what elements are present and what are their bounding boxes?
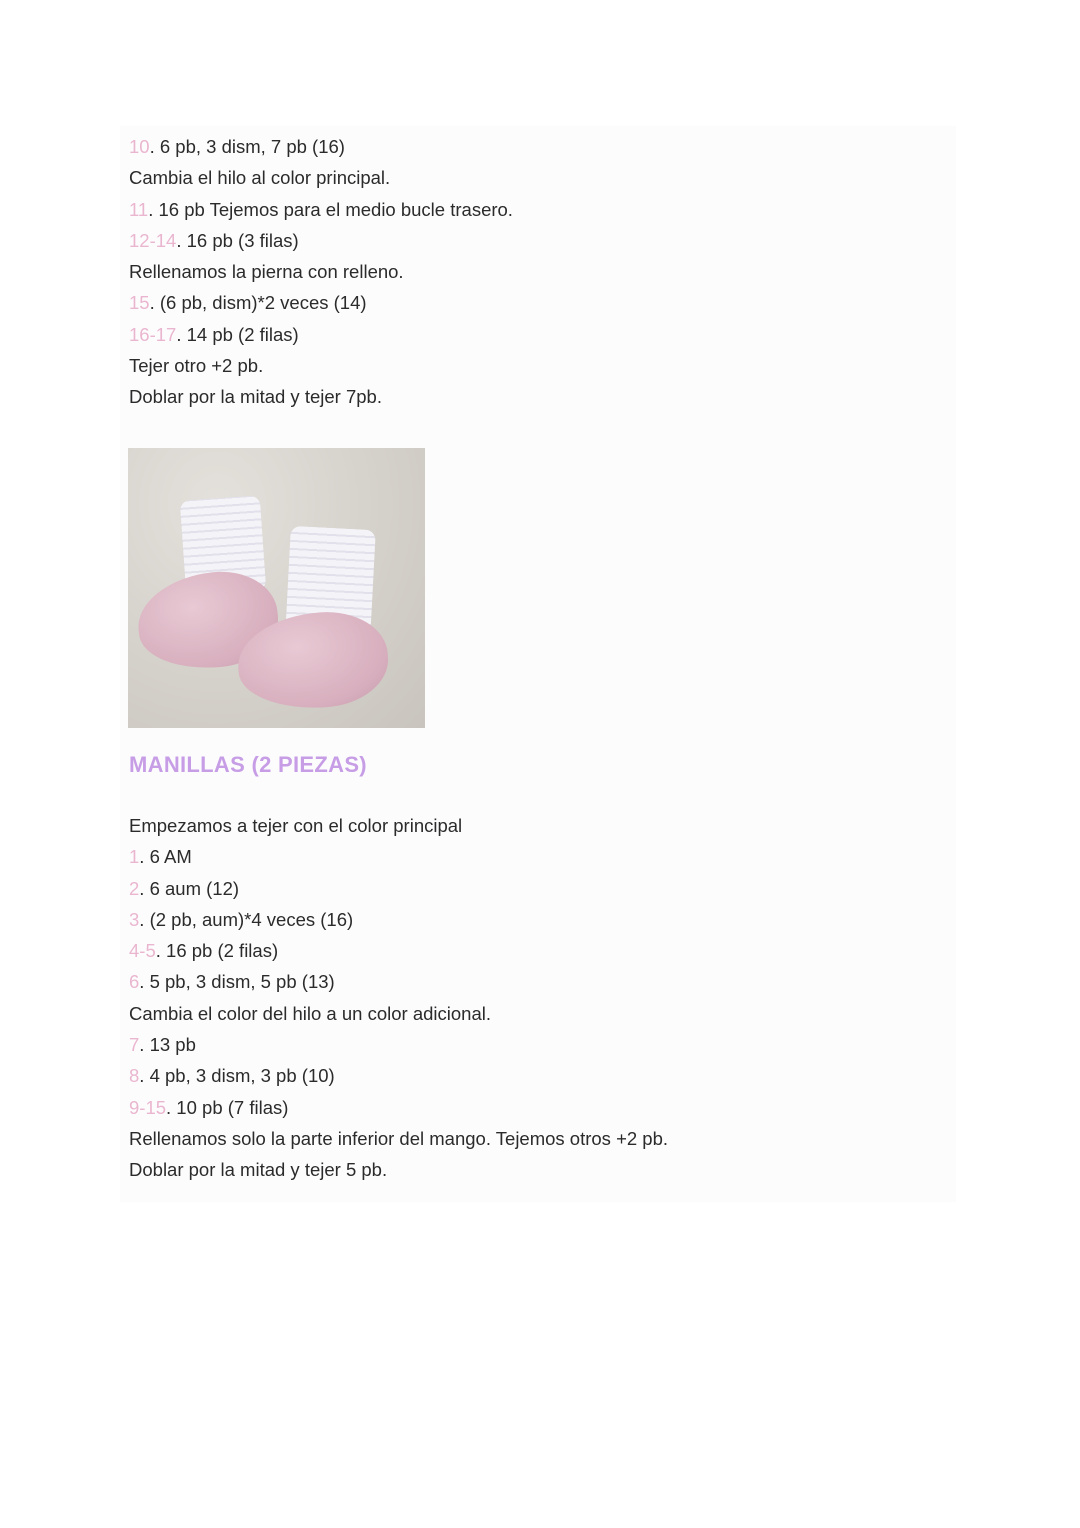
pattern-row (129, 998, 668, 1029)
row-text: Doblar por la mitad y tejer 5 pb. (129, 1159, 388, 1181)
row-number: 8 (129, 1065, 140, 1087)
row-text: . 16 pb (2 filas) (155, 940, 279, 962)
row-number: 11 (129, 198, 149, 220)
row-text: Empezamos a tejer con el color principal (129, 815, 463, 836)
pattern-row (129, 319, 513, 350)
section-heading: MANILLAS (2 PIEZAS) (129, 752, 367, 777)
pattern-row (129, 904, 668, 935)
row-text: . 16 pb (3 filas) (176, 229, 299, 251)
pattern-row (129, 1029, 668, 1060)
row-number: 12-14 (129, 229, 177, 251)
pattern-row (129, 256, 513, 287)
pattern-row (129, 810, 668, 841)
row-number: 1 (129, 846, 140, 868)
row-number: 3 (129, 908, 140, 930)
pattern-row (129, 935, 668, 966)
row-text: Rellenamos la pierna con relleno. (129, 261, 404, 283)
row-text: Doblar por la mitad y tejer 7pb. (129, 386, 382, 408)
row-number: 6 (129, 971, 140, 993)
row-text: . (6 pb, dism)*2 veces (14) (149, 292, 367, 314)
row-number: 15 (129, 292, 150, 314)
row-text: . 13 pb (139, 1034, 196, 1056)
pattern-row (129, 873, 668, 904)
pattern-row (129, 1154, 668, 1185)
pattern-row (129, 1092, 668, 1123)
pattern-row (129, 131, 513, 162)
row-text: Tejer otro +2 pb. (129, 355, 264, 377)
row-text: . 14 pb (2 filas) (176, 323, 299, 345)
row-text: . 10 pb (7 filas) (166, 1096, 289, 1118)
row-text: . (2 pb, aum)*4 veces (16) (139, 908, 354, 930)
row-text: . 6 aum (12) (139, 877, 240, 899)
crochet-booties-photo (128, 448, 425, 728)
row-number: 2 (129, 877, 140, 899)
pattern-row (129, 287, 513, 318)
row-text: Rellenamos solo la parte inferior del mango. Tejemos otros +2 pb. (129, 1127, 669, 1149)
row-text: . 6 pb, 3 dism, 7 pb (16) (149, 136, 345, 157)
pattern-row (129, 162, 513, 193)
pattern-row (129, 225, 513, 256)
row-number: 16-17 (129, 323, 177, 345)
pattern-rows-arms (129, 810, 668, 1186)
pattern-row (129, 1123, 668, 1154)
pattern-rows-legs (129, 131, 513, 413)
row-text: . 5 pb, 3 dism, 5 pb (13) (139, 971, 335, 993)
row-number: 9-15 (129, 1096, 167, 1118)
row-text: Cambia el color del hilo a un color adicional. (129, 1002, 491, 1024)
row-text: . 4 pb, 3 dism, 3 pb (10) (139, 1065, 335, 1087)
pattern-row (129, 1060, 668, 1091)
row-text: . 6 AM (139, 846, 192, 868)
pattern-row (129, 350, 513, 381)
row-number: 4-5 (129, 940, 156, 962)
pattern-row (129, 381, 513, 412)
row-text: Cambia el hilo al color principal. (129, 167, 391, 189)
pattern-row (129, 841, 668, 872)
row-number: 10 (129, 136, 150, 157)
row-number: 7 (129, 1034, 140, 1056)
pattern-row (129, 966, 668, 997)
row-text: . 16 pb Tejemos para el medio bucle trasero. (148, 198, 513, 220)
pattern-row (129, 194, 513, 225)
